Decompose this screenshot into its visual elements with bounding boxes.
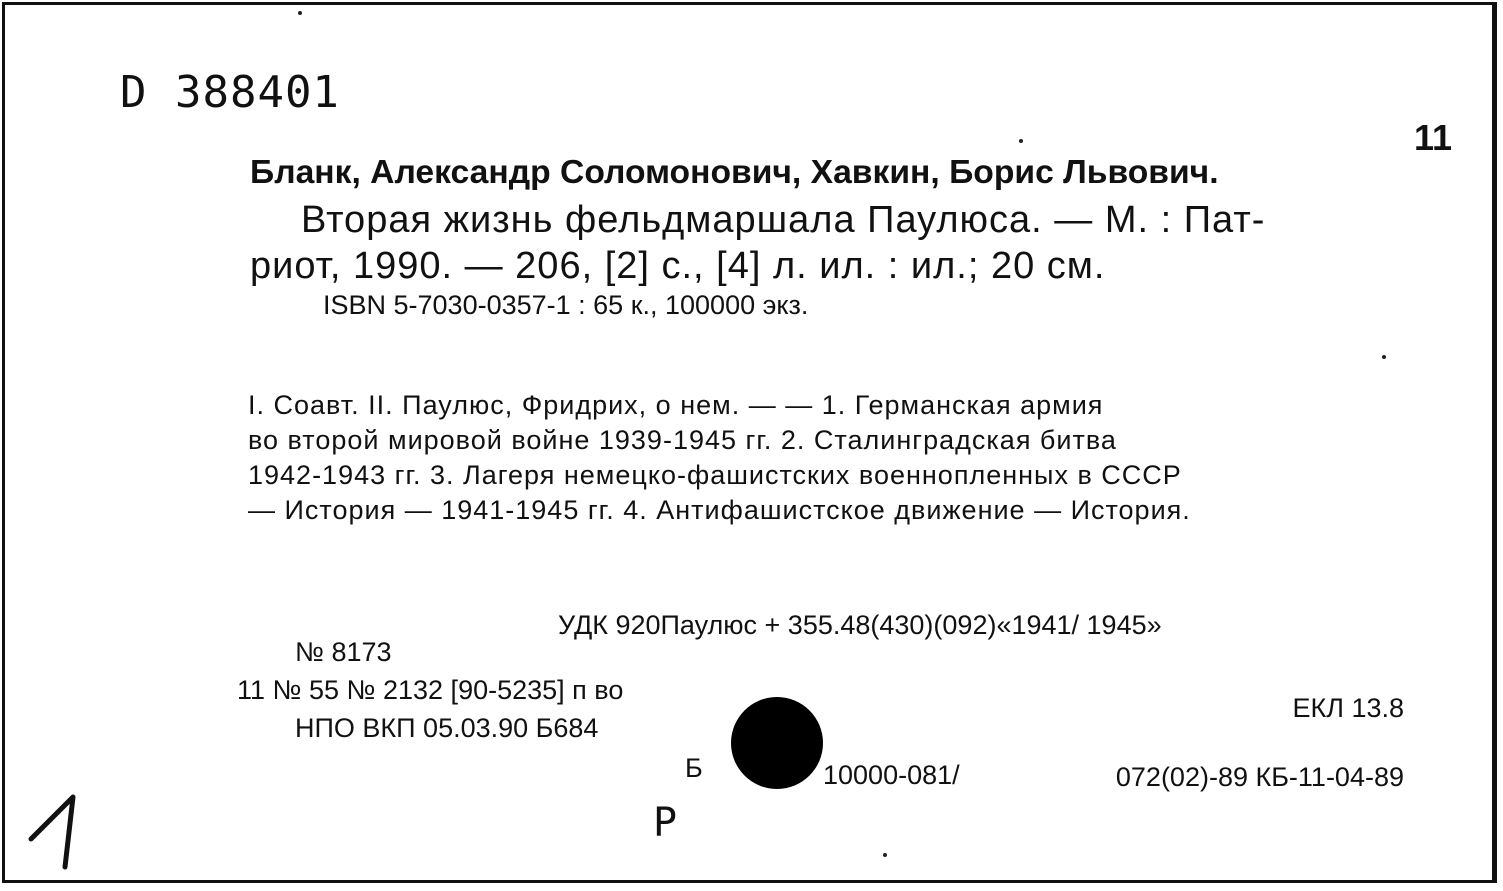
record-number: № 8173 bbox=[295, 637, 392, 667]
subject-line-1: I. Соавт. II. Паулюс, Фридрих, о нем. — — 1. Германская армия bbox=[248, 390, 1104, 420]
card-number: 11 bbox=[1413, 117, 1452, 158]
b-code: 10000-081/ bbox=[823, 760, 960, 790]
speck-2 bbox=[1019, 139, 1023, 143]
title-line-2: риот, 1990. — 206, [2] с., [4] л. ил. : ил.; 20 см. bbox=[250, 245, 1106, 287]
npo-line: НПО ВКП 05.03.90 Б684 bbox=[295, 713, 599, 743]
reference-code: 072(02)-89 КБ-11-04-89 bbox=[1115, 762, 1404, 792]
handwritten-mark-1 bbox=[25, 793, 100, 871]
speck-3 bbox=[1382, 355, 1386, 359]
ekl-code: ЕКЛ 13.8 bbox=[1292, 693, 1404, 723]
speck-4 bbox=[883, 853, 887, 857]
shelfmark: D 388401 bbox=[120, 67, 340, 118]
subject-line-2: во второй мировой войне 1939-1945 гг. 2. Сталинградская битва bbox=[248, 425, 1117, 455]
speck-1 bbox=[298, 11, 302, 15]
catalog-card bbox=[2, 2, 1497, 883]
order-numbers: 11 № 55 № 2132 [90-5235] п во bbox=[237, 675, 624, 705]
udk-classification: УДК 920Паулюс + 355.48(430)(092)«1941/ 1945» bbox=[558, 610, 1162, 640]
subject-line-3: 1942-1943 гг. 3. Лагеря немецко-фашистских военнопленных в СССР bbox=[248, 460, 1182, 490]
isbn-line: ISBN 5-7030-0357-1 : 65 к., 100000 экз. bbox=[323, 290, 809, 320]
title-line-1: Вторая жизнь фельдмаршала Паулюса. — М. : Пат- bbox=[301, 199, 1266, 241]
b-letter: Б bbox=[685, 753, 703, 783]
punch-hole bbox=[731, 697, 823, 789]
bottom-letter: Р bbox=[653, 800, 678, 846]
author-heading: Бланк, Александр Соломонович, Хавкин, Борис Львович. bbox=[250, 153, 1219, 190]
subject-line-4: — История — 1941-1945 гг. 4. Антифашистское движение — История. bbox=[248, 495, 1191, 525]
